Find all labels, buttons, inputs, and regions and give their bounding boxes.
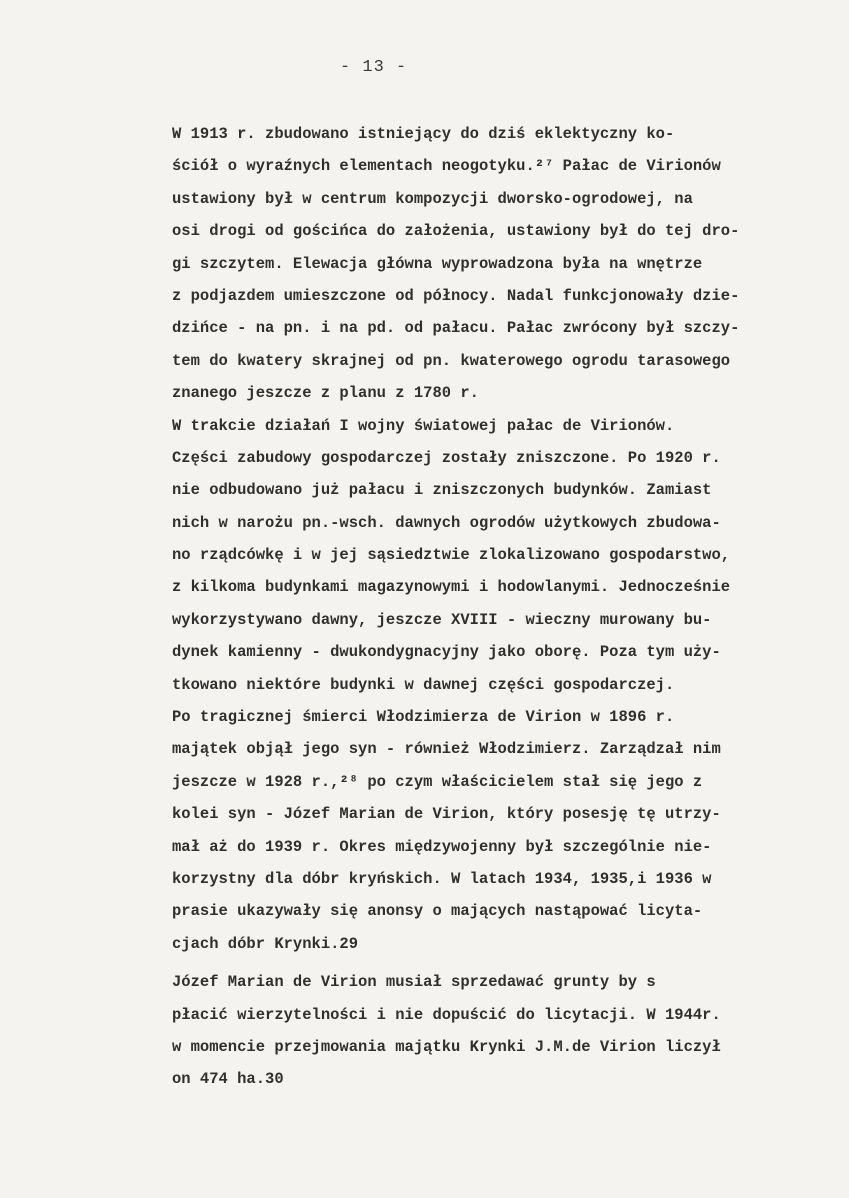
text-line: płacić wierzytelności i nie dopuścić do licytacji. W 1944r. bbox=[172, 1005, 721, 1024]
text-line: tkowano niektóre budynki w dawnej części gospodarczej. bbox=[172, 675, 675, 694]
text-line: cjach dóbr Krynki.29 bbox=[172, 934, 359, 953]
text-line: W trakcie działań I wojny światowej pałac de Virionów. bbox=[172, 416, 675, 435]
text-line: Po tragicznej śmierci Włodzimierza de Virion w 1896 r. bbox=[172, 708, 675, 727]
text-line: korzystny dla dóbr kryńskich. W latach 1934, 1935,i 1936 w bbox=[172, 869, 712, 888]
text-line: wykorzystywano dawny, jeszcze XVIII - wieczny murowany bu- bbox=[172, 610, 712, 629]
text-line: majątek objął jego syn - również Włodzimierz. Zarządzał nim bbox=[172, 740, 721, 759]
text-line: no rządcówkę i w jej sąsiedztwie zlokalizowano gospodarstwo, bbox=[172, 546, 731, 565]
text-line: on 474 ha.30 bbox=[172, 1070, 284, 1089]
text-line: jeszcze w 1928 r.,²⁸ po czym właścicielem stał się jego z bbox=[172, 772, 703, 791]
text-line: z kilkoma budynkami magazynowymi i hodowlanymi. Jednocześnie bbox=[172, 578, 731, 597]
text-line: ustawiony był w centrum kompozycji dworsko-ogrodowej, na bbox=[172, 189, 693, 208]
text-line: gi szczytem. Elewacja główna wyprowadzona była na wnętrze bbox=[172, 254, 703, 273]
text-line: ściół o wyraźnych elementach neogotyku.²⁷ Pałac de Virionów bbox=[172, 157, 721, 176]
text-line: mał aż do 1939 r. Okres międzywojenny był szczególnie nie- bbox=[172, 837, 712, 856]
text-line: W 1913 r. zbudowano istniejący do dziś eklektyczny ko- bbox=[172, 125, 675, 143]
page-number: - 13 - bbox=[340, 58, 408, 77]
text-line: znanego jeszcze z planu z 1780 r. bbox=[172, 384, 479, 403]
text-line: prasie ukazywały się anonsy o mających nastąpować licyta- bbox=[172, 902, 703, 921]
text-line: Józef Marian de Virion musiał sprzedawać grunty by s bbox=[172, 973, 656, 992]
text-line: nich w narożu pn.-wsch. dawnych ogrodów użytkowych zbudowa- bbox=[172, 513, 721, 532]
text-line: z podjazdem umieszczone od północy. Nadal funkcjonowały dzie- bbox=[172, 286, 740, 305]
text-line: Części zabudowy gospodarczej zostały zniszczone. Po 1920 r. bbox=[172, 448, 721, 467]
text-line: dynek kamienny - dwukondygnacyjny jako oborę. Poza tym uży- bbox=[172, 643, 721, 662]
text-line: w momencie przejmowania majątku Krynki J.M.de Virion liczył bbox=[172, 1037, 721, 1056]
body-text bbox=[172, 118, 812, 1096]
text-line: osi drogi od gościńca do założenia, ustawiony był do tej dro- bbox=[172, 222, 740, 241]
text-line: dzińce - na pn. i na pd. od pałacu. Pałac zwrócony był szczy- bbox=[172, 319, 740, 338]
text-line: tem do kwatery skrajnej od pn. kwaterowego ogrodu tarasowego bbox=[172, 351, 731, 370]
text-line: kolei syn - Józef Marian de Virion, który posesję tę utrzy- bbox=[172, 805, 721, 824]
text-line: nie odbudowano już pałacu i zniszczonych budynków. Zamiast bbox=[172, 481, 712, 500]
